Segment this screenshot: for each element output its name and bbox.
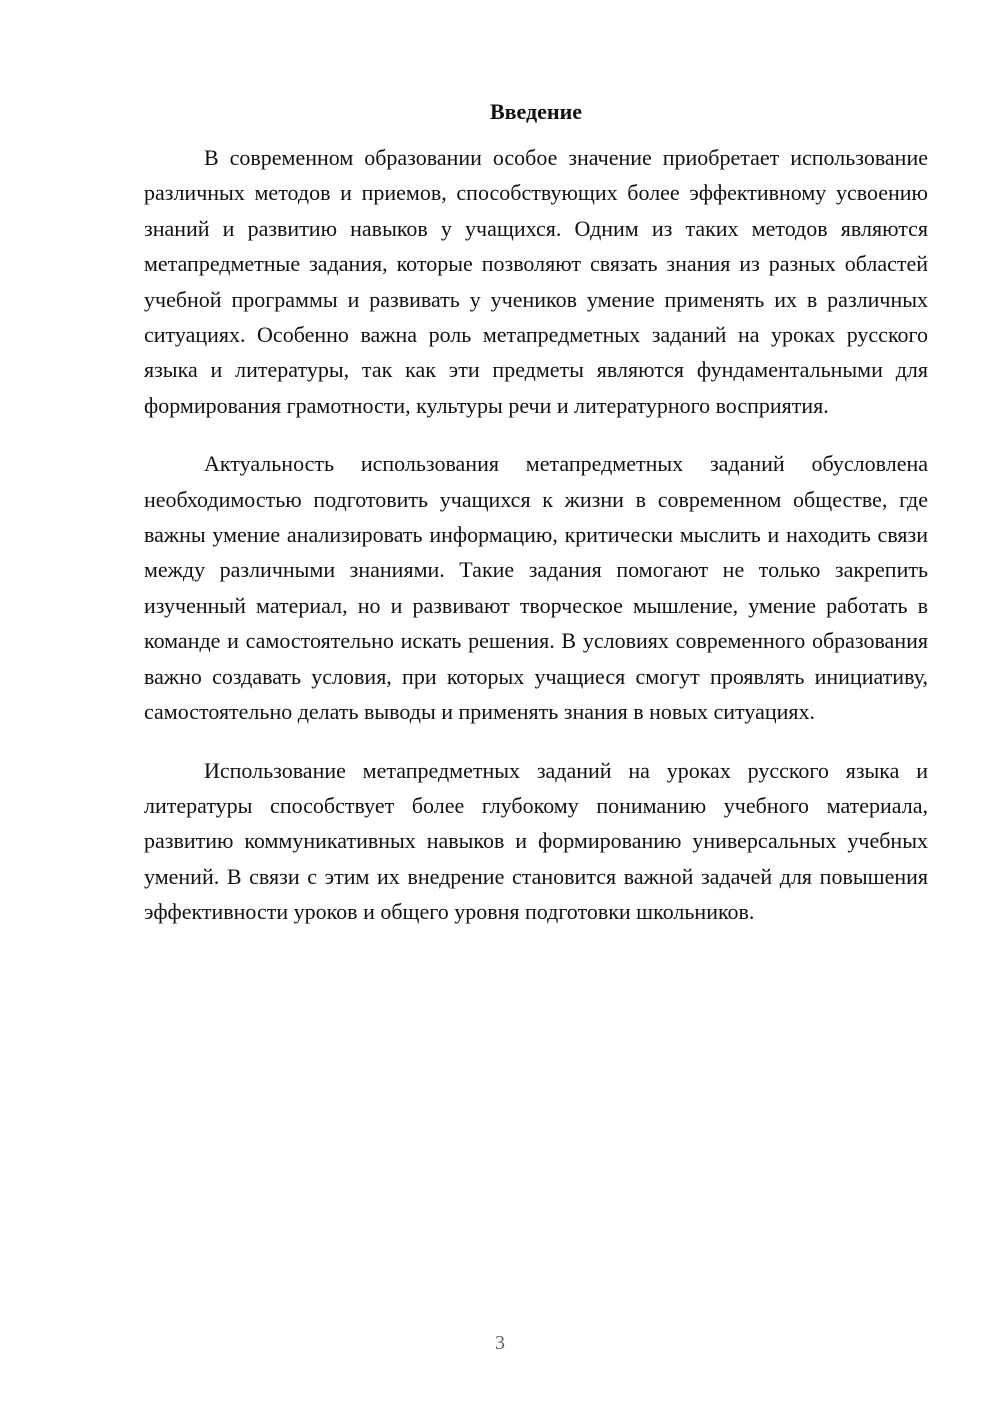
paragraph-3: Использование метапредметных заданий на уроках русского языка и литературы способствует более глубокому пониманию учебного материала, развитию коммуникативных навыков и формированию универсальных учебных умений. В связи с этим их внедрение становится важной задачей для повышения эффективности уроков и общего уровня подготовки школьников. bbox=[144, 757, 928, 925]
paragraph-1: В современном образовании особое значение приобретает использование различных методов и приемов, способствующих более эффективному усвоению знаний и развитию навыков у учащихся. Одним из таких методов являются метапредметные задания, которые позволяют связать знания из разных областей учебной программы и развивать у учеников умение применять их в различных ситуациях. Особенно важна роль метапредметных заданий на уроках русского языка и литературы, так как эти предметы являются фундаментальными для формирования грамотности, культуры речи и литературного восприятия. bbox=[144, 145, 928, 418]
section-heading: Введение bbox=[489, 99, 583, 124]
paragraph-2: Актуальность использования метапредметных заданий обусловлена необходимостью подготовить учащихся к жизни в современном обществе, где важны умение анализировать информацию, критически мыслить и находить связи между различными знаниями. Такие задания помогают не только закрепить изученный материал, но и развивают творческое мышление, умение работать в команде и самостоятельно искать решения. В условиях современного образования важно создавать условия, при которых учащиеся смогут проявлять инициативу, самостоятельно делать выводы и применять знания в новых ситуациях. bbox=[144, 451, 928, 725]
page-number: 3 bbox=[495, 1332, 505, 1354]
page-content bbox=[144, 96, 928, 953]
